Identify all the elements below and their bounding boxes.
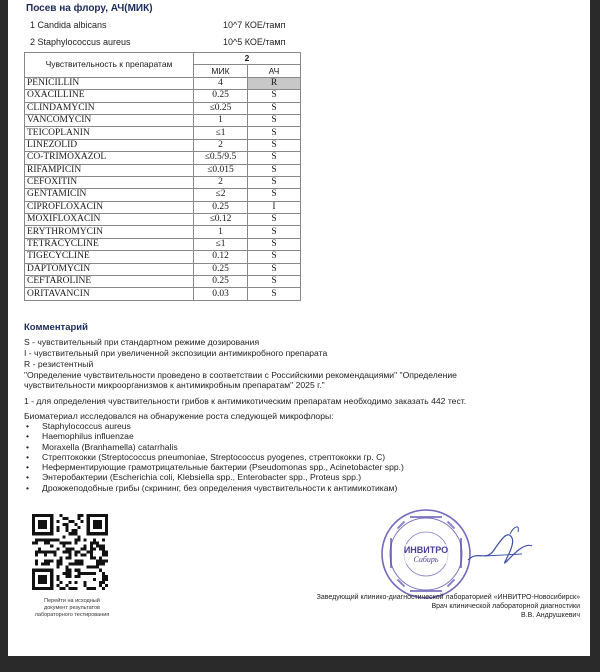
drug-cell: PENICILLIN [25,77,194,89]
table-row [25,276,301,288]
table-column-group: 2 [194,53,301,65]
method-line-2: чувствительности микроорганизмов к антимикробным препаратам" 2025 г." [24,380,325,390]
list-item: • Стрептококки (Streptococcus pneumoniae, Streptococcus pyogenes, стрептококки гр. С) [24,452,404,462]
table-body [25,77,301,300]
mic-cell: 4 [194,77,248,89]
qr-code-icon[interactable] [32,514,108,590]
mic-cell: ≤0.5/9.5 [194,152,248,164]
list-item: • Moraxella (Branhamella) catarrhalis [24,442,404,452]
drug-cell: CEFTAROLINE [25,276,194,288]
svg-text:Сибирь: Сибирь [413,555,439,564]
table-col-mic: МИК [194,65,248,77]
result-cell: S [248,139,301,151]
signer-line-1: Заведующий клинико-диагностической лабораторией «ИНВИТРО-Новосибирск» [316,594,580,601]
drug-cell: TIGECYCLINE [25,251,194,263]
drug-cell: MOXIFLOXACIN [25,214,194,226]
legend-r: R - резистентный [24,359,94,369]
drug-cell: CEFOXITIN [25,176,194,188]
drug-cell: VANCOMYCIN [25,114,194,126]
mic-cell: ≤2 [194,189,248,201]
result-cell: S [248,189,301,201]
mic-cell: ≤1 [194,127,248,139]
table-row [25,263,301,275]
method-line-1: "Определение чувствительности проведено в соответствии с Российскими рекомендациями" "Определение [24,370,457,380]
mic-cell: 0.03 [194,288,248,300]
result-cell: S [248,263,301,275]
mic-cell: 1 [194,114,248,126]
table-row [25,288,301,300]
result-cell: S [248,90,301,102]
table-col-res: АЧ [248,65,301,77]
drug-cell: GENTAMICIN [25,189,194,201]
signer-line-3: В.В. Андрушкевич [520,612,580,619]
table-row [25,139,301,151]
table-row [25,251,301,263]
table-row [25,114,301,126]
svg-text:ИНВИТРО: ИНВИТРО [403,545,449,555]
result-cell: S [248,127,301,139]
result-cell: S [248,288,301,300]
comments-title: Комментарий [24,322,88,333]
result-cell: S [248,226,301,238]
fungi-note: 1 - для определения чувствительности грибов к антимикотическим препаратам необходимо заказать 442 тест. [24,396,467,406]
result-cell: S [248,164,301,176]
drug-cell: CLINDAMYCIN [25,102,194,114]
signer-line-2: Врач клинической лабораторной диагностики [431,603,580,610]
legend-i: I - чувствительный при увеличенной экспозиции антимикробного препарата [24,348,328,358]
list-item: • Дрожжеподобные грибы (скрининг, без определения чувствительности к антимикотикам) [24,483,404,493]
qr-caption: Перейти на исходный документ результатов лабораторного тестирования [34,598,110,618]
report-page [8,0,590,656]
result-cell: R [248,77,301,89]
biomaterial-intro: Биоматериал исследовался на обнаружение роста следующей микрофлоры: [24,411,334,421]
organism-2-label: 2 Staphylococcus aureus [30,37,131,47]
flora-list [24,421,404,493]
drug-cell: CO-TRIMOXAZOL [25,152,194,164]
result-cell: S [248,238,301,250]
signature-icon [464,520,536,576]
mic-cell: 2 [194,176,248,188]
result-cell: S [248,152,301,164]
drug-cell: ERYTHROMYCIN [25,226,194,238]
list-item: • Неферментирующие грамотрицательные бактерии (Pseudomonas spp., Acinetobacter spp.) [24,462,404,472]
section-title: Посев на флору, АЧ(МИК) [26,3,153,14]
drug-cell: LINEZOLID [25,139,194,151]
table-row [25,176,301,188]
sensitivity-table [24,52,301,301]
organism-1-label: 1 Candida albicans [30,20,107,30]
mic-cell: ≤0.12 [194,214,248,226]
result-cell: S [248,251,301,263]
mic-cell: 0.25 [194,201,248,213]
table-row [25,102,301,114]
list-item: • Staphylococcus aureus [24,421,404,431]
drug-cell: TEICOPLANIN [25,127,194,139]
legend-s: S - чувствительный при стандартном режиме дозирования [24,337,260,347]
mic-cell: 1 [194,226,248,238]
list-item: • Энтеробактерии (Escherichia coli, Klebsiella spp., Enterobacter spp., Proteus spp.) [24,472,404,482]
mic-cell: 2 [194,139,248,151]
result-cell: S [248,102,301,114]
mic-cell: 0.25 [194,263,248,275]
table-row [25,226,301,238]
mic-cell: 0.25 [194,276,248,288]
drug-cell: RIFAMPICIN [25,164,194,176]
result-cell: S [248,214,301,226]
mic-cell: ≤1 [194,238,248,250]
result-cell: S [248,176,301,188]
mic-cell: 0.25 [194,90,248,102]
table-row [25,77,301,89]
table-row [25,189,301,201]
table-row [25,164,301,176]
organism-2-value: 10^5 КОЕ/тамп [223,37,286,47]
mic-cell: ≤0.25 [194,102,248,114]
table-row [25,127,301,139]
result-cell: S [248,276,301,288]
mic-cell: 0.12 [194,251,248,263]
table-row [25,90,301,102]
list-item: • Haemophilus influenzae [24,431,404,441]
table-row [25,152,301,164]
drug-cell: CIPROFLOXACIN [25,201,194,213]
drug-cell: TETRACYCLINE [25,238,194,250]
mic-cell: ≤0.015 [194,164,248,176]
drug-cell: DAPTOMYCIN [25,263,194,275]
table-row [25,214,301,226]
organism-1-value: 10^7 КОЕ/тамп [223,20,286,30]
lab-stamp-icon [380,508,472,600]
result-cell: S [248,114,301,126]
result-cell: I [248,201,301,213]
table-row [25,238,301,250]
drug-cell: ORITAVANCIN [25,288,194,300]
table-row [25,201,301,213]
drug-cell: OXACILLINE [25,90,194,102]
table-head-label: Чувствительность к препаратам [25,53,194,78]
